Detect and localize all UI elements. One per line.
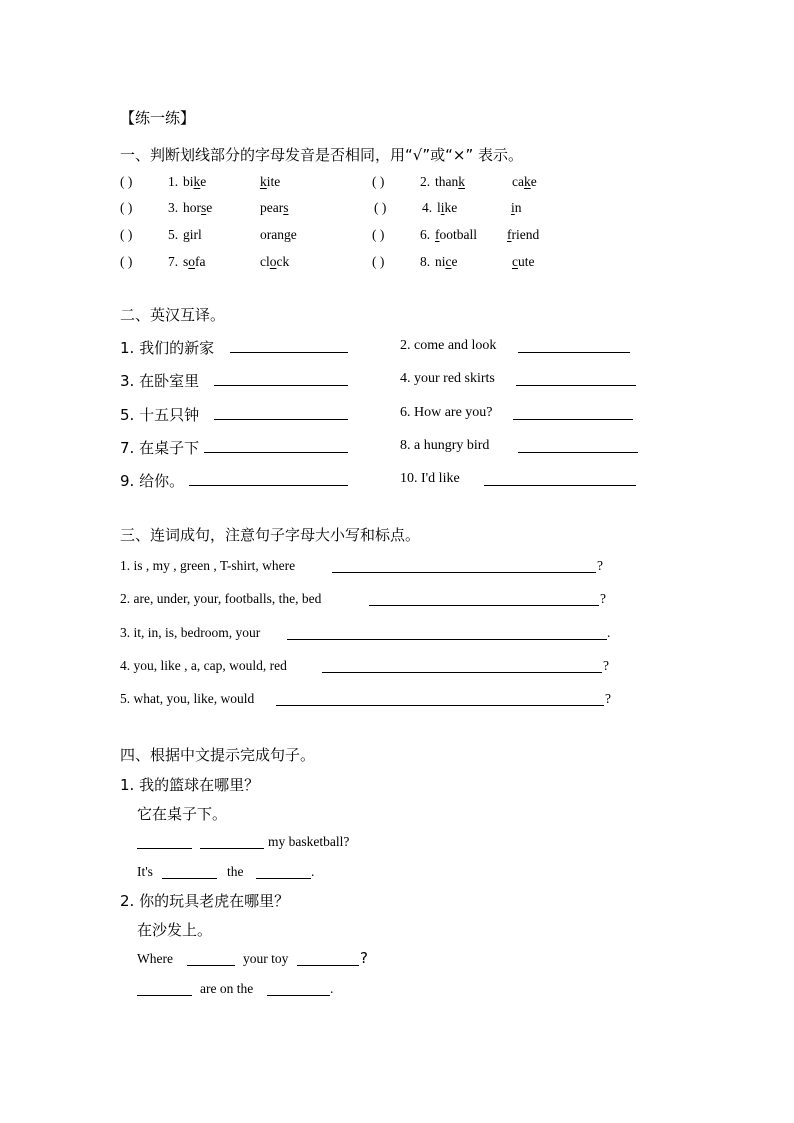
answer-blank[interactable] bbox=[276, 693, 604, 706]
translate-item: 10. I'd like bbox=[400, 471, 460, 486]
section-4-title: 四、根据中文提示完成句子。 bbox=[120, 746, 316, 764]
word-1: thank bbox=[435, 174, 465, 189]
answer-blank[interactable] bbox=[214, 373, 348, 386]
question-2-hint: 在沙发上。 bbox=[137, 921, 213, 939]
word-2: cute bbox=[512, 254, 535, 269]
end-punctuation: ? bbox=[603, 658, 609, 673]
end-punctuation: . bbox=[330, 981, 334, 996]
sentence-text: the bbox=[227, 864, 244, 879]
answer-paren[interactable]: ( ) bbox=[372, 227, 385, 242]
answer-paren[interactable]: ( ) bbox=[120, 174, 133, 189]
answer-blank[interactable] bbox=[516, 373, 636, 386]
word-2: cake bbox=[512, 174, 537, 189]
answer-blank[interactable] bbox=[230, 340, 348, 353]
sentence-text: your toy bbox=[243, 951, 289, 966]
answer-paren[interactable]: ( ) bbox=[372, 174, 385, 189]
answer-blank[interactable] bbox=[200, 836, 264, 849]
answer-blank[interactable] bbox=[256, 866, 311, 879]
answer-paren[interactable]: ( ) bbox=[374, 200, 387, 215]
word-order-item: 2. are, under, your, footballs, the, bed bbox=[120, 591, 322, 606]
question-2-cn: 2. 你的玩具老虎在哪里？ bbox=[120, 892, 290, 910]
word-1: football bbox=[435, 227, 477, 242]
item-number: 5. bbox=[168, 227, 179, 242]
word-order-item: 1. is , my , green , T-shirt, where bbox=[120, 558, 296, 573]
item-number: 4. bbox=[422, 200, 433, 215]
translate-item: 2. come and look bbox=[400, 338, 497, 353]
answer-blank[interactable] bbox=[332, 560, 596, 573]
word-2: in bbox=[511, 200, 522, 215]
word-2: kite bbox=[260, 174, 281, 189]
item-number: 1. bbox=[168, 174, 179, 189]
word-1: girl bbox=[183, 227, 202, 242]
sentence-text: It's bbox=[137, 864, 153, 879]
end-punctuation: ? bbox=[600, 591, 606, 606]
answer-paren[interactable]: ( ) bbox=[120, 200, 133, 215]
question-1-cn: 1. 我的篮球在哪里？ bbox=[120, 776, 260, 794]
word-1: nice bbox=[435, 254, 458, 269]
answer-blank[interactable] bbox=[162, 866, 217, 879]
translate-item: 4. your red skirts bbox=[400, 371, 495, 386]
word-2: friend bbox=[507, 227, 540, 242]
answer-blank[interactable] bbox=[204, 440, 348, 453]
answer-paren[interactable]: ( ) bbox=[120, 227, 133, 242]
word-1: bike bbox=[183, 174, 207, 189]
translate-item: 8. a hungry bird bbox=[400, 438, 490, 453]
word-1: sofa bbox=[183, 254, 206, 269]
answer-blank[interactable] bbox=[518, 340, 630, 353]
sentence-text: my basketball? bbox=[268, 834, 350, 849]
answer-blank[interactable] bbox=[369, 593, 599, 606]
sentence-text: Where bbox=[137, 951, 173, 966]
word-order-item: 5. what, you, like, would bbox=[120, 691, 255, 706]
translate-item: 7. 在桌子下 bbox=[120, 439, 200, 457]
word-order-item: 4. you, like , a, cap, would, red bbox=[120, 658, 287, 673]
answer-blank[interactable] bbox=[287, 627, 607, 640]
word-1: like bbox=[437, 200, 458, 215]
page-heading: 【练一练】 bbox=[120, 109, 196, 127]
end-punctuation: . bbox=[607, 625, 611, 640]
item-number: 3. bbox=[168, 200, 179, 215]
answer-paren[interactable]: ( ) bbox=[120, 254, 133, 269]
word-2: pears bbox=[260, 200, 289, 215]
word-order-item: 3. it, in, is, bedroom, your bbox=[120, 625, 261, 640]
translate-item: 9. 给你。 bbox=[120, 472, 185, 490]
item-number: 7. bbox=[168, 254, 179, 269]
answer-blank[interactable] bbox=[214, 407, 348, 420]
answer-blank[interactable] bbox=[484, 473, 636, 486]
item-number: 6. bbox=[420, 227, 431, 242]
answer-blank[interactable] bbox=[187, 953, 235, 966]
item-number: 8. bbox=[420, 254, 431, 269]
translate-item: 6. How are you? bbox=[400, 405, 493, 420]
answer-blank[interactable] bbox=[297, 953, 359, 966]
answer-blank[interactable] bbox=[513, 407, 633, 420]
section-3-title: 三、连词成句，注意句子字母大小写和标点。 bbox=[120, 526, 421, 544]
answer-blank[interactable] bbox=[189, 473, 348, 486]
end-punctuation: ? bbox=[360, 949, 368, 967]
end-punctuation: ? bbox=[597, 558, 603, 573]
question-1-hint: 它在桌子下。 bbox=[137, 805, 228, 823]
translate-item: 5. 十五只钟 bbox=[120, 406, 200, 424]
answer-blank[interactable] bbox=[518, 440, 638, 453]
answer-blank[interactable] bbox=[137, 836, 192, 849]
word-1: horse bbox=[183, 200, 213, 215]
answer-blank[interactable] bbox=[137, 983, 192, 996]
section-2-title: 二、英汉互译。 bbox=[120, 306, 226, 324]
answer-blank[interactable] bbox=[267, 983, 330, 996]
answer-paren[interactable]: ( ) bbox=[372, 254, 385, 269]
answer-blank[interactable] bbox=[322, 660, 602, 673]
translate-item: 3. 在卧室里 bbox=[120, 372, 200, 390]
end-punctuation: . bbox=[311, 864, 315, 879]
translate-item: 1. 我们的新家 bbox=[120, 339, 215, 357]
word-2: orange bbox=[260, 227, 297, 242]
sentence-text: are on the bbox=[200, 981, 254, 996]
word-2: clock bbox=[260, 254, 290, 269]
item-number: 2. bbox=[420, 174, 431, 189]
end-punctuation: ? bbox=[605, 691, 611, 706]
section-1-title: 一、判断划线部分的字母发音是否相同，用“√”或“×” 表示。 bbox=[120, 146, 523, 164]
